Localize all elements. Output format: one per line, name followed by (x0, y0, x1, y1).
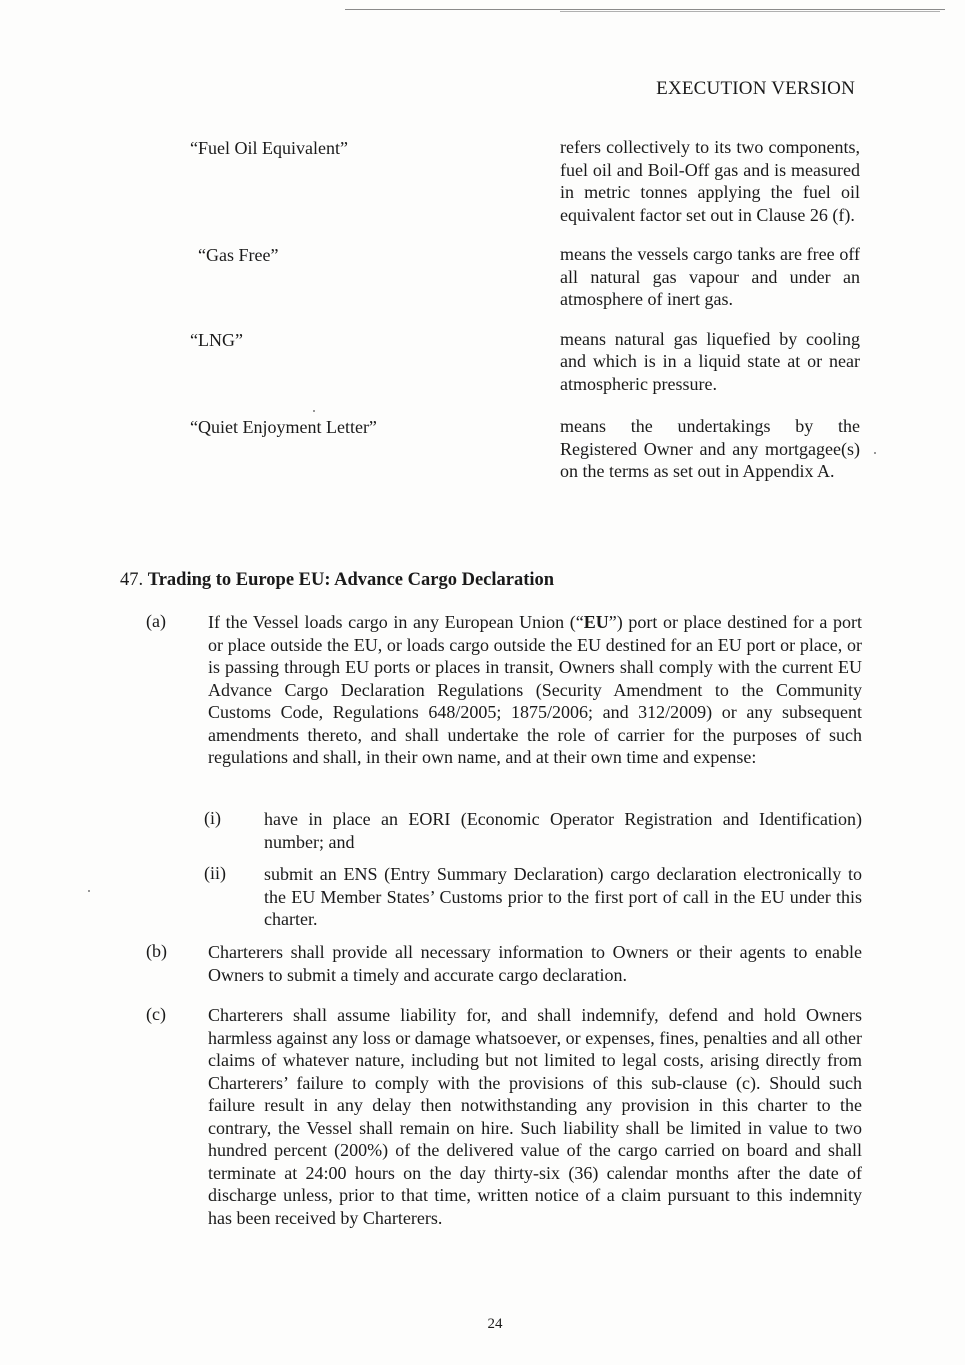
definition-text: refers collectively to its two components, fuel oil and Boil-Off gas and is measured in metric tonnes applying the fuel oil equivalent factor set out in Clause 26 (f). (560, 137, 860, 225)
scan-artifact-line (560, 11, 940, 12)
subclause-ii (204, 863, 862, 931)
section-title: Trading to Europe EU: Advance Cargo Declaration (147, 570, 555, 590)
clause-text-bold: EU (583, 612, 609, 632)
subclause-i (204, 808, 862, 853)
definition-text: means the undertakings by the Registered Owner and any mortgagee(s) on the terms as set out in Appendix A. (560, 416, 860, 481)
definition-row (190, 243, 860, 311)
scan-speck (88, 890, 90, 892)
subclause-label: (i) (204, 808, 221, 828)
clause-text (208, 611, 862, 769)
clause-label: (b) (146, 941, 167, 961)
section-number: 47. (120, 570, 144, 590)
subclause-text: submit an ENS (Entry Summary Declaration) cargo declaration electronically to the EU Member States’ Customs prior to the first port of call in the EU under this charter. (264, 864, 862, 929)
execution-version-label: EXECUTION VERSION (656, 78, 855, 99)
definition-row (190, 328, 860, 396)
clause-text-part: If the Vessel loads cargo in any European Union (“ (208, 612, 584, 632)
definition-row (190, 415, 860, 483)
clause-b (146, 941, 862, 986)
definitions-list (190, 136, 860, 483)
definition-text: means natural gas liquefied by cooling and which is in a liquid state at or near atmospheric pressure. (560, 328, 860, 394)
definition-row (190, 136, 860, 226)
definition-term: “Gas Free” (198, 245, 279, 265)
definition-text: means the vessels cargo tanks are free off all natural gas vapour and under an atmosphere of inert gas. (560, 244, 860, 309)
clause-label: (c) (146, 1004, 166, 1024)
clause-label: (a) (146, 611, 166, 631)
scan-artifact-line (345, 9, 945, 10)
definition-term: “Quiet Enjoyment Letter” (190, 417, 377, 437)
subclause-text: have in place an EORI (Economic Operator Registration and Identification) number; and (264, 809, 862, 852)
page-number: 24 (487, 1316, 503, 1332)
subclause-label: (ii) (204, 863, 226, 883)
clause-text: Charterers shall provide all necessary information to Owners or their agents to enable Owners to submit a timely and accurate cargo declaration. (208, 942, 862, 985)
definition-term: “LNG” (190, 329, 243, 350)
clause-a (146, 611, 862, 769)
clause-text: Charterers shall assume liability for, and shall indemnify, defend and hold Owners harmless against any loss or damage whatsoever, or expenses, fines, penalties and all other claims of whatever nature, including but not limited to legal costs, arising directly from Charterers’ failure to comply with the provisions of this sub-clause (c). Should such failure result in any delay then notwithstanding any provision in this charter to the contrary, the Vessel shall remain on hire. Such liability shall be limited in value to two hundred percent (200%) of the delivered value of the cargo carried on board and shall terminate at 24:00 hours on the day thirty-six (36) calendar months after the date of discharge unless, prior to that time, written notice of a claim pursuant to this indemnity has been received by Charterers. (208, 1005, 862, 1228)
clause-text-part: ”) port or place destined for a port or place outside the EU, or loads cargo outside the EU destined for an EU port or place, or is passing through EU ports or places in transit, Owners shall comply with the current EU Advance Cargo Declaration Regulations (Security Amendment to the Community Customs Code, Regulations 648/2005; 1875/2006; and 312/2009) or any subsequent amendments thereto, and shall undertake the role of carrier for the purposes of such regulations and shall, in their own name, and at their own time and expense: (208, 612, 863, 767)
clause-c (146, 1004, 862, 1229)
scan-speck (874, 452, 876, 454)
definition-term: “Fuel Oil Equivalent” (190, 138, 348, 158)
section-heading (120, 570, 554, 591)
